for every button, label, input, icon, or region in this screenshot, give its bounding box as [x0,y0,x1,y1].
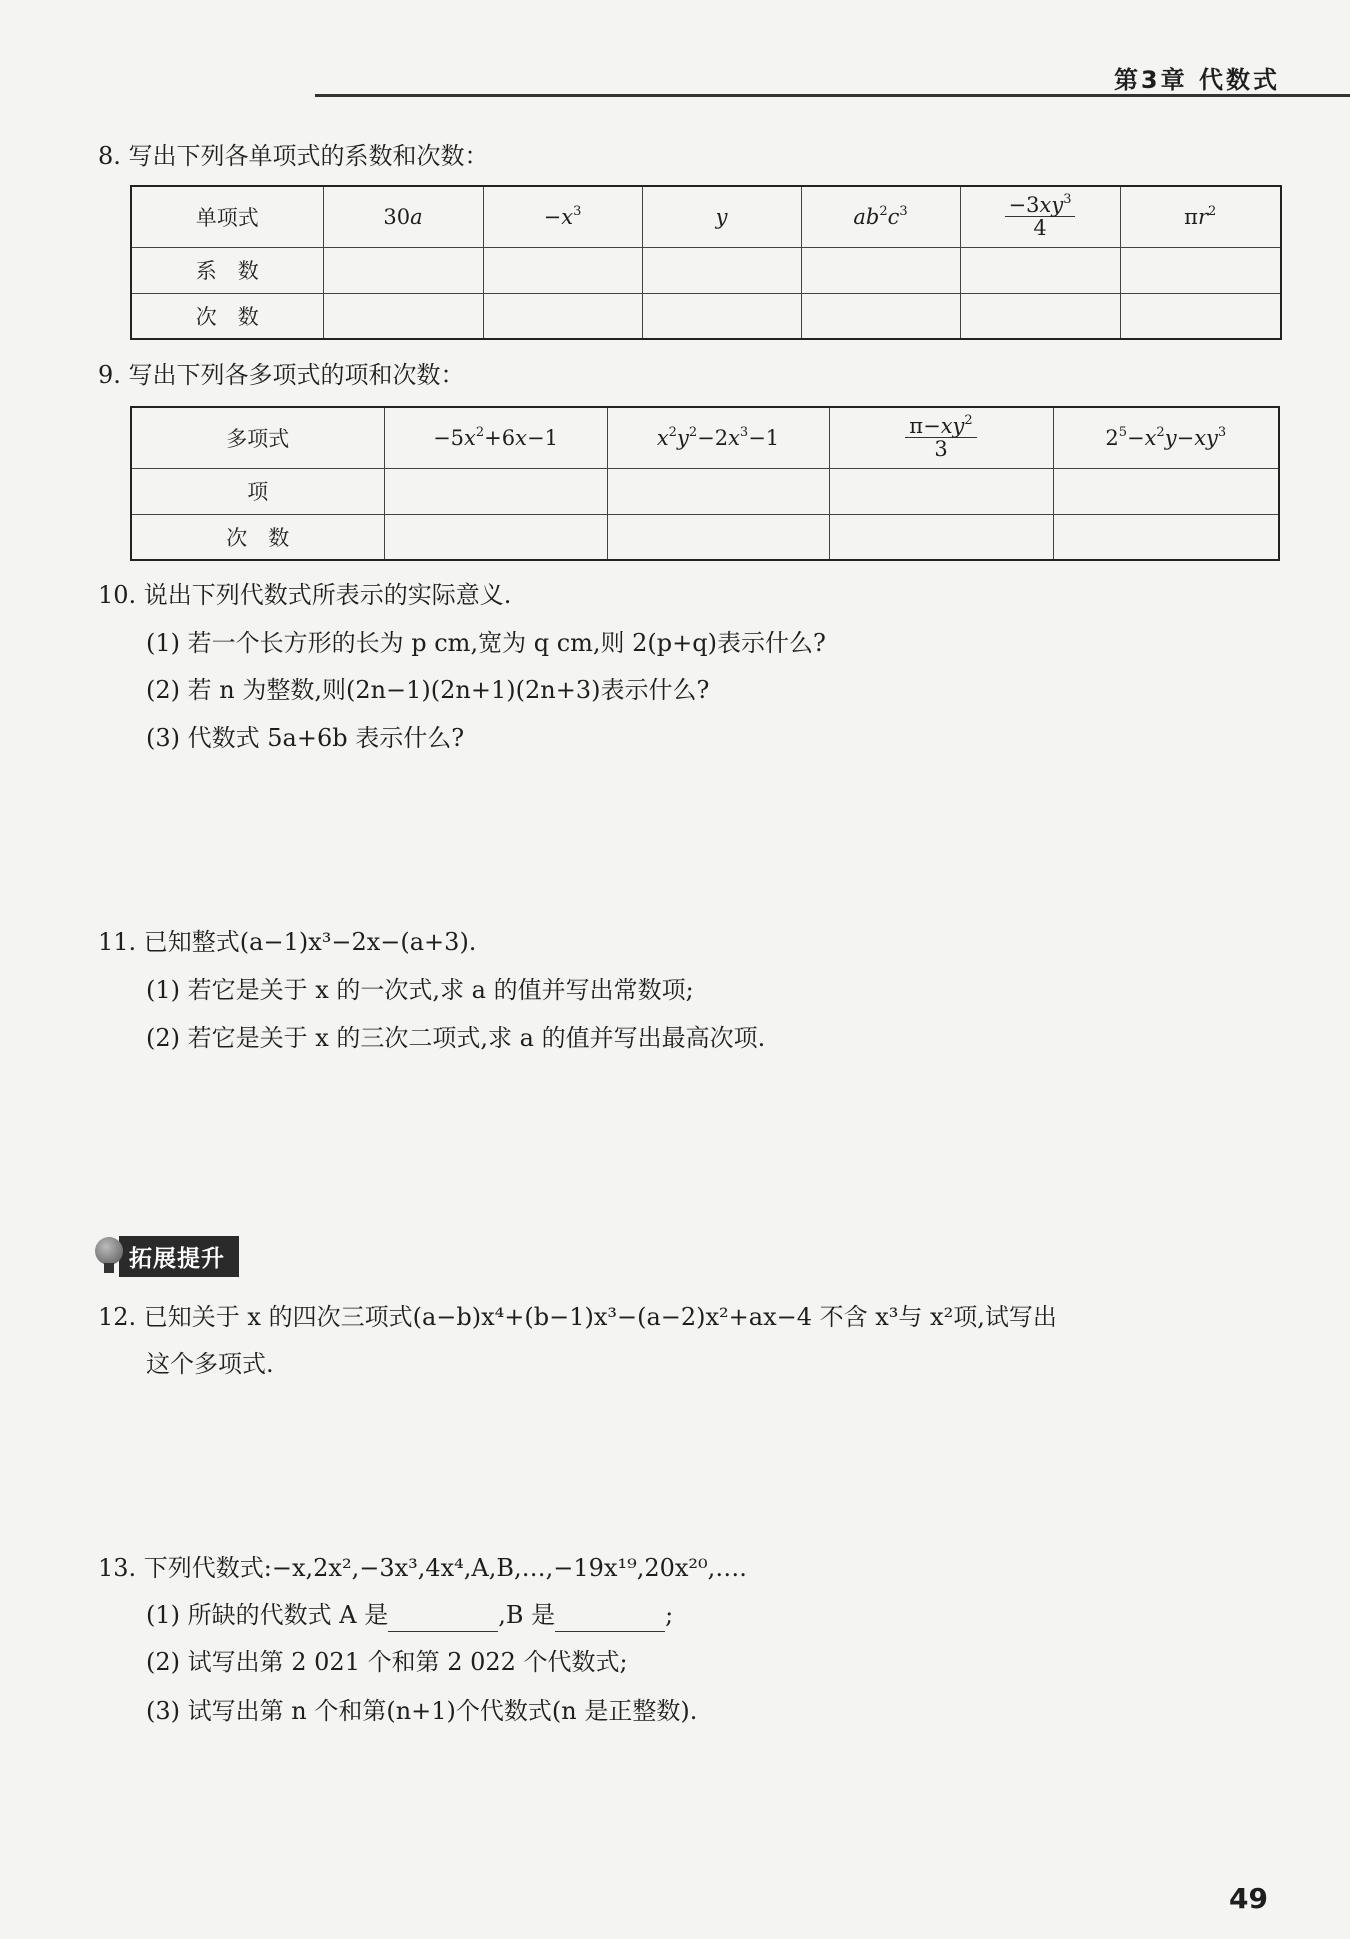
answer-cell[interactable] [801,293,960,339]
question-12-line-2: 这个多项式. [146,1350,274,1378]
question-10-stem: 10. 说出下列代数式所表示的实际意义. [98,581,512,609]
question-12-line-1: 12. 已知关于 x 的四次三项式(a−b)x⁴+(b−1)x³−(a−2)x²+ax−4 不含 x³与 x²项,试写出 [98,1303,1057,1331]
answer-cell[interactable] [323,247,483,293]
answer-cell[interactable] [642,293,801,339]
answer-cell[interactable] [801,247,960,293]
polynomial-4: $2^5-x^2y-xy^3$ [1053,407,1279,468]
monomial-4: $ab^2c^3$ [801,186,960,247]
polynomial-2: $x^2y^2-2x^3-1$ [607,407,829,468]
question-10-part-2: (2) 若 n 为整数,则(2n−1)(2n+1)(2n+3)表示什么? [146,676,710,704]
row-label-degree: 次 数 [131,514,384,560]
row-label-monomial: 单项式 [131,186,323,247]
answer-cell[interactable] [829,468,1053,514]
row-label-terms: 项 [131,468,384,514]
answer-cell[interactable] [607,468,829,514]
question-13-part-1-a: (1) 所缺的代数式 A 是 [146,1601,389,1629]
answer-cell[interactable] [323,293,483,339]
question-10-part-1: (1) 若一个长方形的长为 p cm,宽为 q cm,则 2(p+q)表示什么? [146,629,826,657]
lightbulb-icon [95,1237,125,1275]
question-8-stem: 8. 写出下列各单项式的系数和次数： [98,142,489,170]
polynomial-1: $-5x^2+6x-1$ [384,407,607,468]
section-badge [95,1236,239,1276]
page-number: 49 [1229,1882,1268,1915]
polynomial-3: $\frac{\pi-xy^2}{3}$ [829,407,1053,468]
answer-blank-a[interactable] [388,1605,498,1632]
answer-cell[interactable] [384,468,607,514]
question-11-stem: 11. 已知整式(a−1)x³−2x−(a+3). [98,928,477,956]
question-13-part-1-c: ; [665,1601,674,1629]
question-10-part-3: (3) 代数式 5a+6b 表示什么? [146,724,465,752]
question-13-part-1 [146,1598,673,1632]
question-11-part-2: (2) 若它是关于 x 的三次二项式,求 a 的值并写出最高次项. [146,1024,766,1052]
monomial-3: y [642,186,801,247]
question-13-part-1-b: ,B 是 [498,1601,556,1629]
answer-cell[interactable] [384,514,607,560]
answer-cell[interactable] [829,514,1053,560]
question-11-part-1: (1) 若它是关于 x 的一次式,求 a 的值并写出常数项; [146,976,694,1004]
answer-cell[interactable] [483,293,642,339]
section-badge-label: 拓展提升 [119,1236,239,1277]
answer-cell[interactable] [960,247,1120,293]
monomial-2: $-x^3$ [483,186,642,247]
polynomial-table [130,406,1280,561]
monomial-table [130,185,1282,340]
monomial-6: $\pi r^2$ [1120,186,1281,247]
question-13-stem: 13. 下列代数式:−x,2x²,−3x³,4x⁴,A,B,…,−19x¹⁹,20x²⁰,…. [98,1554,747,1582]
answer-cell[interactable] [483,247,642,293]
answer-cell[interactable] [607,514,829,560]
answer-cell[interactable] [642,247,801,293]
row-label-degree: 次 数 [131,293,323,339]
answer-cell[interactable] [1120,247,1281,293]
question-9-stem: 9. 写出下列各多项式的项和次数： [98,361,465,389]
answer-cell[interactable] [1053,468,1279,514]
chapter-title: 第3章 代数式 [1113,66,1280,94]
answer-cell[interactable] [1120,293,1281,339]
row-label-polynomial: 多项式 [131,407,384,468]
monomial-5: $\frac{-3xy^3}{4}$ [960,186,1120,247]
question-13-part-3: (3) 试写出第 n 个和第(n+1)个代数式(n 是正整数). [146,1697,698,1725]
answer-cell[interactable] [1053,514,1279,560]
row-label-coefficient: 系 数 [131,247,323,293]
answer-blank-b[interactable] [555,1605,665,1632]
question-13-part-2: (2) 试写出第 2 021 个和第 2 022 个代数式; [146,1648,628,1676]
answer-cell[interactable] [960,293,1120,339]
monomial-1: 30a [323,186,483,247]
